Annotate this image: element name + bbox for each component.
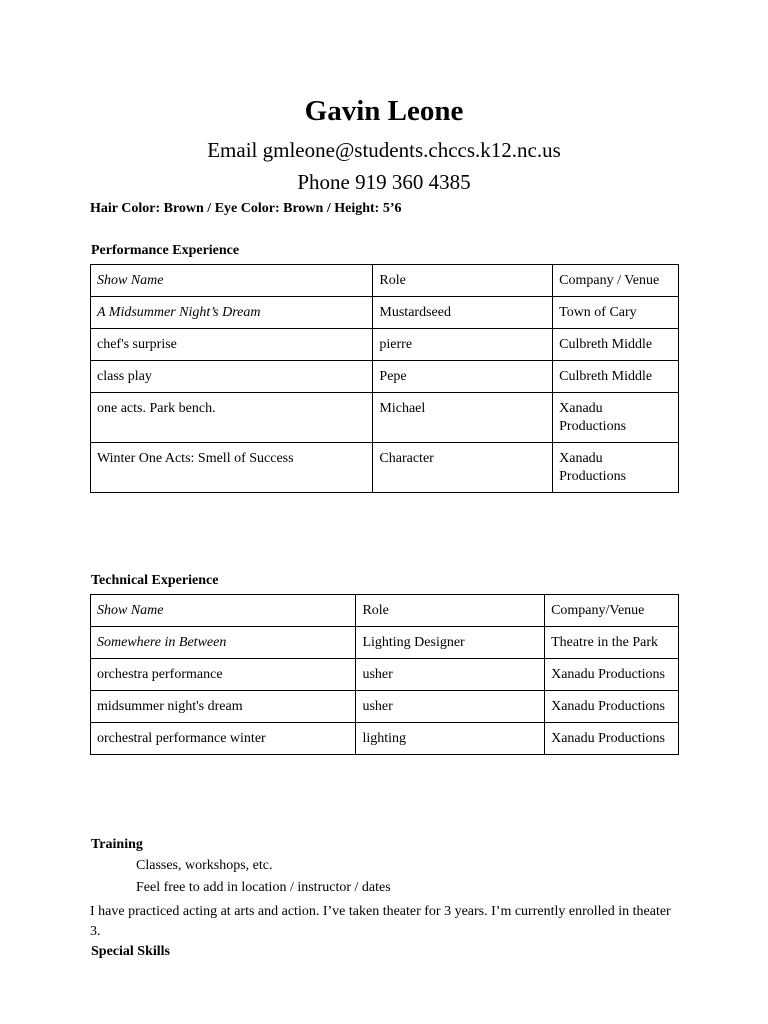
- technical-heading: Technical Experience: [91, 573, 219, 588]
- performance-heading: Performance Experience: [91, 243, 240, 258]
- physical-attributes: Hair Color: Brown / Eye Color: Brown / Height: 5’6: [90, 201, 402, 216]
- venue-cell: Xanadu Productions: [545, 659, 679, 691]
- show-name-cell: Winter One Acts: Smell of Success: [91, 443, 373, 493]
- resume-name: Gavin Leone: [304, 95, 464, 127]
- training-heading: Training: [91, 837, 143, 852]
- column-header: Show Name: [91, 265, 373, 297]
- show-name-cell: A Midsummer Night’s Dream: [91, 297, 373, 329]
- table-header-row: [91, 595, 679, 627]
- table-row: [91, 329, 679, 361]
- role-cell: Lighting Designer: [356, 627, 545, 659]
- technical-table: [90, 594, 679, 755]
- role-cell: Michael: [373, 393, 553, 443]
- phone-line: Phone 919 360 4385: [297, 170, 471, 194]
- column-header: Company/Venue: [545, 595, 679, 627]
- table-row: [91, 659, 679, 691]
- venue-cell: Culbreth Middle: [553, 361, 679, 393]
- show-name-cell: Somewhere in Between: [91, 627, 356, 659]
- table-row: [91, 691, 679, 723]
- table-row: [91, 443, 679, 493]
- venue-cell: Theatre in the Park: [545, 627, 679, 659]
- column-header: Company / Venue: [553, 265, 679, 297]
- show-name-cell: chef's surprise: [91, 329, 373, 361]
- table-row: [91, 393, 679, 443]
- table-row: [91, 297, 679, 329]
- email-line: Email gmleone@students.chccs.k12.nc.us: [207, 138, 561, 162]
- role-cell: usher: [356, 659, 545, 691]
- performance-table: [90, 264, 679, 493]
- column-header: Role: [356, 595, 545, 627]
- role-cell: lighting: [356, 723, 545, 755]
- column-header: Role: [373, 265, 553, 297]
- role-cell: pierre: [373, 329, 553, 361]
- show-name-cell: midsummer night's dream: [91, 691, 356, 723]
- training-paragraph: I have practiced acting at arts and action. I’ve taken theater for 3 years. I’m currently enrolled in theater 3.: [90, 904, 671, 939]
- role-cell: usher: [356, 691, 545, 723]
- table-header-row: [91, 265, 679, 297]
- show-name-cell: class play: [91, 361, 373, 393]
- table-row: [91, 627, 679, 659]
- role-cell: Character: [373, 443, 553, 493]
- venue-cell: Xanadu Productions: [553, 393, 679, 443]
- role-cell: Pepe: [373, 361, 553, 393]
- training-line: Classes, workshops, etc.: [136, 858, 273, 873]
- venue-cell: Xanadu Productions: [545, 691, 679, 723]
- venue-cell: Town of Cary: [553, 297, 679, 329]
- show-name-cell: one acts. Park bench.: [91, 393, 373, 443]
- special-skills-heading: Special Skills: [91, 944, 170, 959]
- venue-cell: Xanadu Productions: [545, 723, 679, 755]
- table-row: [91, 723, 679, 755]
- show-name-cell: orchestral performance winter: [91, 723, 356, 755]
- venue-cell: Culbreth Middle: [553, 329, 679, 361]
- role-cell: Mustardseed: [373, 297, 553, 329]
- table-row: [91, 361, 679, 393]
- column-header: Show Name: [91, 595, 356, 627]
- venue-cell: Xanadu Productions: [553, 443, 679, 493]
- show-name-cell: orchestra performance: [91, 659, 356, 691]
- training-line: Feel free to add in location / instructor / dates: [136, 880, 391, 895]
